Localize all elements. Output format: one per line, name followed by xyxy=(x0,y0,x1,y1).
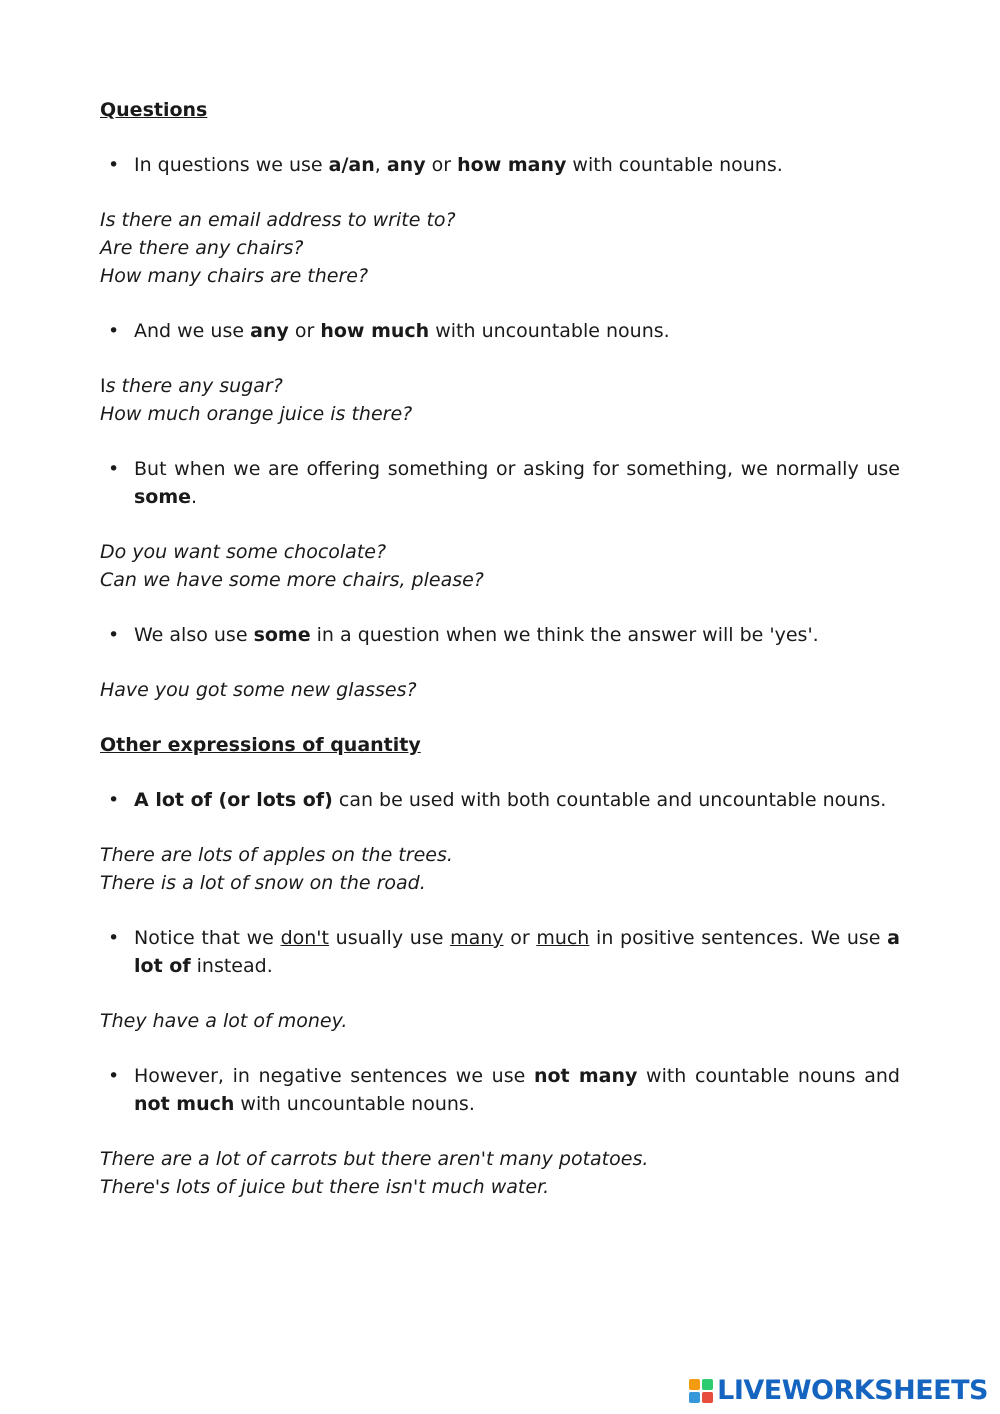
example-sentence: Are there any chairs? xyxy=(100,237,304,259)
logo-square xyxy=(702,1379,713,1390)
bullet-a-lot-of: • A lot of (or lots of) can be used with both countable and uncountable nouns. xyxy=(100,786,900,814)
bullet-uncountable-questions: • And we use any or how much with uncountable nouns. xyxy=(100,317,900,345)
example-sentence: Do you want some chocolate? xyxy=(100,541,387,563)
bullet-negative-sentences: • However, in negative sentences we use not many with countable nouns and not much with uncountable nouns. xyxy=(100,1062,900,1118)
logo-square xyxy=(689,1392,700,1403)
example-sentence: There's lots of juice but there isn't much water. xyxy=(100,1176,550,1198)
logo-square xyxy=(689,1379,700,1390)
questions-heading: Questions xyxy=(100,99,208,121)
bullet-positive-sentences: • Notice that we don't usually use many or much in positive sentences. We use a lot of instead. xyxy=(100,924,900,980)
worksheet-page xyxy=(100,96,900,1201)
example-sentence: Have you got some new glasses? xyxy=(100,679,417,701)
logo-mark-icon xyxy=(689,1379,713,1403)
example-sentence: Is there any sugar? xyxy=(100,375,283,397)
example-sentence: How much orange juice is there? xyxy=(100,403,413,425)
example-sentence: There is a lot of snow on the road. xyxy=(100,872,426,894)
example-sentence: Is there an email address to write to? xyxy=(100,209,456,231)
example-sentence: There are a lot of carrots but there aren't many potatoes. xyxy=(100,1148,649,1170)
bullet-some-yes: • We also use some in a question when we think the answer will be 'yes'. xyxy=(100,621,900,649)
liveworksheets-logo xyxy=(689,1375,988,1406)
bullet-offering-some: • But when we are offering something or asking for something, we normally use some. xyxy=(100,455,900,511)
example-sentence: Can we have some more chairs, please? xyxy=(100,569,484,591)
logo-square xyxy=(702,1392,713,1403)
example-sentence: They have a lot of money. xyxy=(100,1010,348,1032)
logo-text: LIVEWORKSHEETS xyxy=(717,1375,988,1406)
bullet-countable-questions: • In questions we use a/an, any or how many with countable nouns. xyxy=(100,151,900,179)
example-sentence: There are lots of apples on the trees. xyxy=(100,844,453,866)
other-expressions-heading: Other expressions of quantity xyxy=(100,734,421,756)
example-sentence: How many chairs are there? xyxy=(100,265,369,287)
